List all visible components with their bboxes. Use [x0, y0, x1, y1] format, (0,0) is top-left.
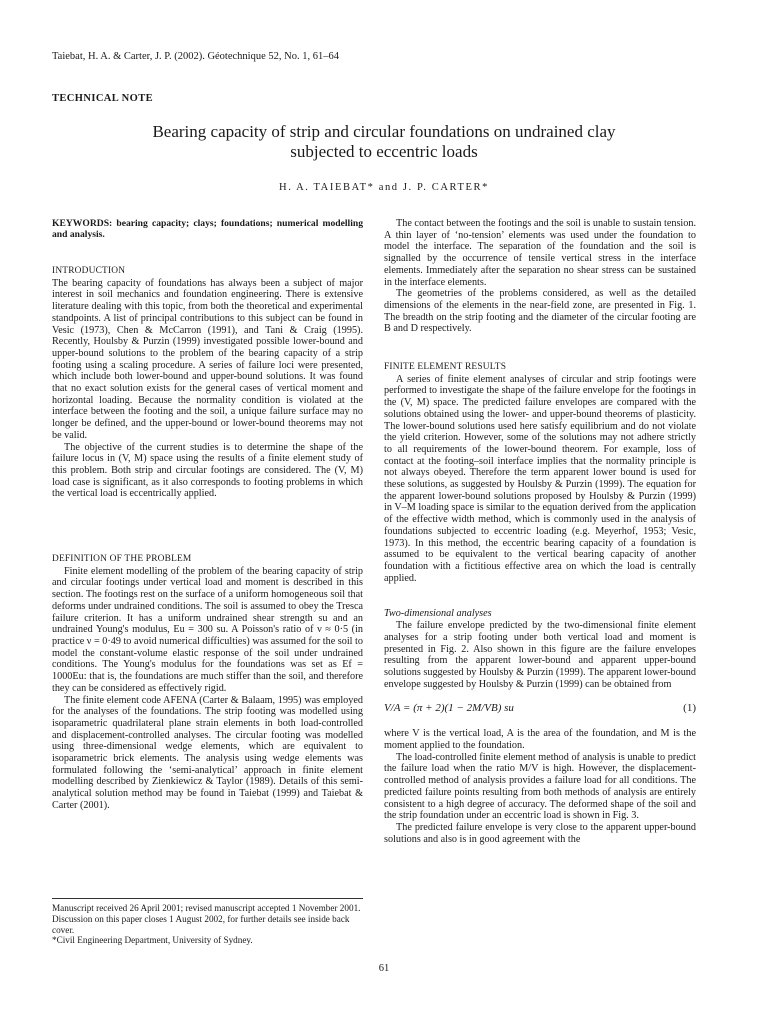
- article-type-label: TECHNICAL NOTE: [52, 93, 153, 104]
- equation-body: V/A = (π + 2)(1 − 2M/VB) su: [384, 702, 514, 715]
- section-heading-definition: DEFINITION OF THE PROBLEM: [52, 554, 192, 565]
- geometry-paragraph: The geometries of the problems considered, as well as the detailed dimensions of the elements in the near-field zone, are presented in Fig. 1. The breadth on the strip footing and the diameter of the circular footing are B and D respectively.: [384, 288, 696, 335]
- intro-paragraph-2: The objective of the current studies is to determine the shape of the failure locus in (V, M) space using the results of a finite element study of this problem. Both strip and circular footings are considered. The (V, M) load case is significant, as it also corresponds to footing problems in which the vertical load is eccentrically applied.: [52, 441, 363, 500]
- section-heading-introduction: INTRODUCTION: [52, 266, 126, 276]
- footnote-affiliation: *Civil Engineering Department, University of Sydney.: [52, 935, 253, 946]
- 2d-paragraph-2: where V is the vertical load, A is the area of the foundation, and M is the moment applied to the foundation.: [384, 728, 696, 752]
- footnote-received: Manuscript received 26 April 2001; revised manuscript accepted 1 November 2001.: [52, 903, 361, 913]
- keywords: KEYWORDS: bearing capacity; clays; foundations; numerical modelling and analysis.: [52, 218, 363, 240]
- 2d-paragraph-1: The failure envelope predicted by the two-dimensional finite element analyses for a strip footing under both vertical load and moment is presented in Fig. 2. Also shown in this figure are the failure envelopes resulting from the apparent lower-bound and apparent upper-bound solutions suggested by Houlsby & Purzin (1999). The apparent lower-bound envelope suggested by Houlsby & Purzin (1999) can be obtained from: [384, 620, 696, 690]
- left-column: [52, 218, 363, 812]
- footnote-discussion: Discussion on this paper closes 1 August 2002, for further details see inside back cover.: [52, 913, 350, 935]
- intro-paragraph-1: The bearing capacity of foundations has always been a subject of major interest in soil mechanics and foundation engineering. There is extensive literature dealing with this topic, from both the theoretical and experimental standpoints. A list of principal contributions to this subject can be found in Vesic (1973), Chen & McCarron (1991), and Tani & Craig (1995). Recently, Houlsby & Purzin (1999) investigated possible lower-bound and upper-bound solutions to the problem of the bearing capacity of a strip footing using a scaling procedure. A series of failure loci were presented, which include both lower-bound and upper-bound solutions. It was found that no exact solution exists for the general cases of vertical moment and horizontal loading. Because the normality condition is violated at the interface between the footing and the soil, a unique failure surface may no longer be defined, and the upper-bound or lower-bound theorems may not be valid.: [52, 277, 363, 441]
- equation-1: [384, 690, 696, 728]
- title-line-1: Bearing capacity of strip and circular foundations on undrained clay: [152, 122, 616, 141]
- paper-title: [52, 122, 716, 162]
- author-list: H. A. TAIEBAT* and J. P. CARTER*: [279, 182, 489, 193]
- 2d-paragraph-4: The predicted failure envelope is very close to the apparent upper-bound solutions and also is in good agreement with the: [384, 821, 696, 845]
- right-column: [384, 218, 696, 845]
- page-number: 61: [378, 963, 390, 974]
- fe-results-paragraph: A series of finite element analyses of circular and strip footings were performed to investigate the shape of the failure envelope for the footings in the (V, M) space. The predicted failure envelopes are compared with the solutions obtained using the lower- and upper-bound theorems of plasticity. The lower-bound solutions used here satisfy equilibrium and do not violate the yield criterion. However, some of the solutions may not adhere strictly to all requirements of the lower-bound theorem. For example, loss of contact at the footing–soil interface implies that the normality principle is not always obeyed. Therefore the term apparent lower bound is used for these solutions, as suggested by Houlsby & Purzin (1999). The equation for the apparent lower-bound solutions proposed by Houlsby & Purzin (1999) in V–M loading space is similar to the equation derived from the application of the effective width method, which is commonly used in the analysis of foundations subjected to eccentric loading (e.g. Meyerhof, 1953; Vesic, 1973). In this method, the eccentric bearing capacity of a foundation is assumed to be equivalent to the vertical bearing capacity of another foundation with a fictitious effective area on which the load is centrally applied.: [384, 373, 696, 584]
- equation-number: (1): [683, 702, 696, 715]
- definition-paragraph-1: Finite element modelling of the problem of the bearing capacity of strip and circular footings under vertical load and moment is described in this section. The footings rest on the surface of a uniform homogeneous soil that deforms under undrained conditions. The soil is assumed to obey the Tresca failure criterion. It has a uniform undrained shear strength su and an undrained Young's modulus, Eu = 300 su. A Poisson's ratio of ν ≈ 0·5 (in practice ν = 0·49 to avoid numerical difficulties) was assumed for the soil to model the constant-volume elastic response of the soil under undrained conditions. The Young's modulus for the foundations was set as Ef = 1000Eu: that is, the foundations are much stiffer than the soil, and therefore they can be considered as effectively rigid.: [52, 565, 363, 694]
- subsection-heading-2d: Two-dimensional analyses: [384, 608, 492, 620]
- definition-paragraph-2: The finite element code AFENA (Carter & Balaam, 1995) was employed for the analyses of the foundations. The strip footing was modelled using isoparametric quadrilateral plane strain elements in both load-controlled and displacement-controlled analyses. The circular footing was modelled using three-dimensional wedge elements, which are equivalent to isoparametric brick elements. The analysis using wedge elements was formulated following the ‘semi-analytical’ approach in finite element modelling described by Zienkiewicz & Taylor (1989). Details of this semi-analytical solution method may be found in Taiebat (1999) and Taiebat & Carter (2001).: [52, 694, 363, 811]
- interface-paragraph: The contact between the footings and the soil is unable to sustain tension. A thin layer of ‘no-tension’ elements was used under the foundation to model the interface. The separation of the foundation and the soil is signalled by the occurrence of tensile vertical stress in the interface elements. Immediately after the separation no shear stress can be sustained in the interface elements.: [384, 218, 696, 288]
- footnote: [52, 898, 363, 946]
- journal-citation: Taiebat, H. A. & Carter, J. P. (2002). Géotechnique 52, No. 1, 61–64: [52, 51, 339, 62]
- title-line-2: subjected to eccentric loads: [290, 142, 478, 161]
- 2d-paragraph-3: The load-controlled finite element method of analysis is unable to predict the failure load when the ratio M/V is high. However, the displacement-controlled method of analysis provides a failure load for all conditions. The predicted failure points resulting from both methods of analysis are entirely consistent to a high degree of accuracy. The deformed shape of the soil and the strip foundation under an eccentric load is shown in Fig. 3.: [384, 751, 696, 822]
- section-heading-fe-results: FINITE ELEMENT RESULTS: [384, 362, 507, 373]
